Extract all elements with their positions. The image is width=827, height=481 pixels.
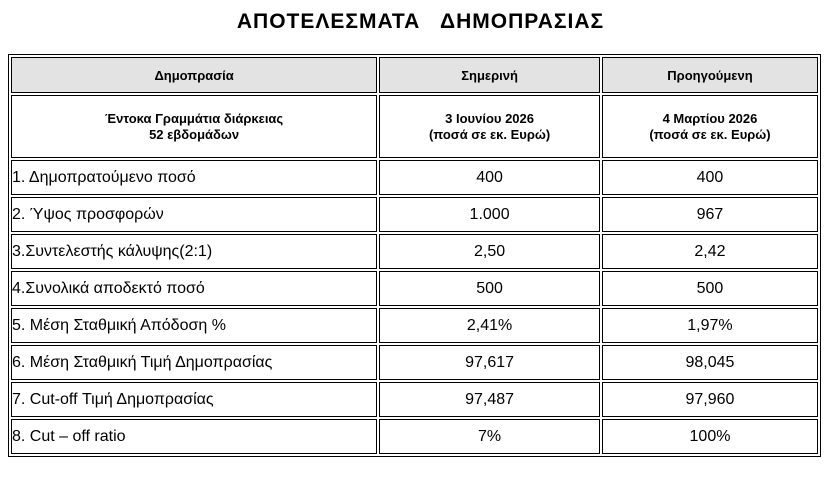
table-body <box>11 95 818 454</box>
row-current-value: 7% <box>379 419 600 454</box>
row-previous-value: 98,045 <box>602 345 818 380</box>
subheader-previous-date <box>602 95 818 158</box>
current-unit: (ποσά σε εκ. Ευρώ) <box>428 126 551 142</box>
auction-results-table <box>8 54 821 457</box>
row-previous-value: 1,97% <box>602 308 818 343</box>
row-label: 2. Ύψος προσφορών <box>11 197 377 232</box>
table-row <box>11 234 818 269</box>
previous-date: 4 Μαρτίου 2026 <box>662 110 758 126</box>
row-current-value: 500 <box>379 271 600 306</box>
row-label: 6. Μέση Σταθμική Τιμή Δημοπρασίας <box>11 345 377 380</box>
instrument-duration: 52 εβδομάδων <box>149 126 240 142</box>
row-label: 8. Cut – off ratio <box>11 419 377 454</box>
table-row <box>11 160 818 195</box>
table-row <box>11 345 818 380</box>
row-label: 7. Cut-off Τιμή Δημοπρασίας <box>11 382 377 417</box>
table-row <box>11 197 818 232</box>
row-previous-value: 97,960 <box>602 382 818 417</box>
table-row <box>11 271 818 306</box>
subheader-instrument <box>11 95 377 158</box>
row-label: 3.Συντελεστής κάλυψης(2:1) <box>11 234 377 269</box>
row-label: 5. Μέση Σταθμική Απόδοση % <box>11 308 377 343</box>
current-date: 3 Ιουνίου 2026 <box>445 110 534 126</box>
row-current-value: 2,41% <box>379 308 600 343</box>
row-current-value: 2,50 <box>379 234 600 269</box>
table-row <box>11 419 818 454</box>
row-label: 4.Συνολικά αποδεκτό ποσό <box>11 271 377 306</box>
row-previous-value: 500 <box>602 271 818 306</box>
previous-unit: (ποσά σε εκ. Ευρώ) <box>649 126 771 142</box>
header-auction: Δημοπρασία <box>11 57 377 93</box>
table-row <box>11 382 818 417</box>
row-current-value: 97,617 <box>379 345 600 380</box>
header-row <box>11 57 818 93</box>
row-previous-value: 400 <box>602 160 818 195</box>
row-current-value: 400 <box>379 160 600 195</box>
subheader-current-date <box>379 95 600 158</box>
row-label: 1. Δημοπρατούμενο ποσό <box>11 160 377 195</box>
row-previous-value: 967 <box>602 197 818 232</box>
table-row <box>11 308 818 343</box>
row-previous-value: 2,42 <box>602 234 818 269</box>
row-previous-value: 100% <box>602 419 818 454</box>
subheader-row <box>11 95 818 158</box>
instrument-name: Έντοκα Γραμμάτια διάρκειας <box>104 110 284 126</box>
row-current-value: 97,487 <box>379 382 600 417</box>
header-current: Σημερινή <box>379 57 600 93</box>
page-title: ΑΠΟΤΕΛΕΣΜΑΤΑ ΔΗΜΟΠΡΑΣΙΑΣ <box>236 10 605 33</box>
row-current-value: 1.000 <box>379 197 600 232</box>
header-previous: Προηγούμενη <box>602 57 818 93</box>
